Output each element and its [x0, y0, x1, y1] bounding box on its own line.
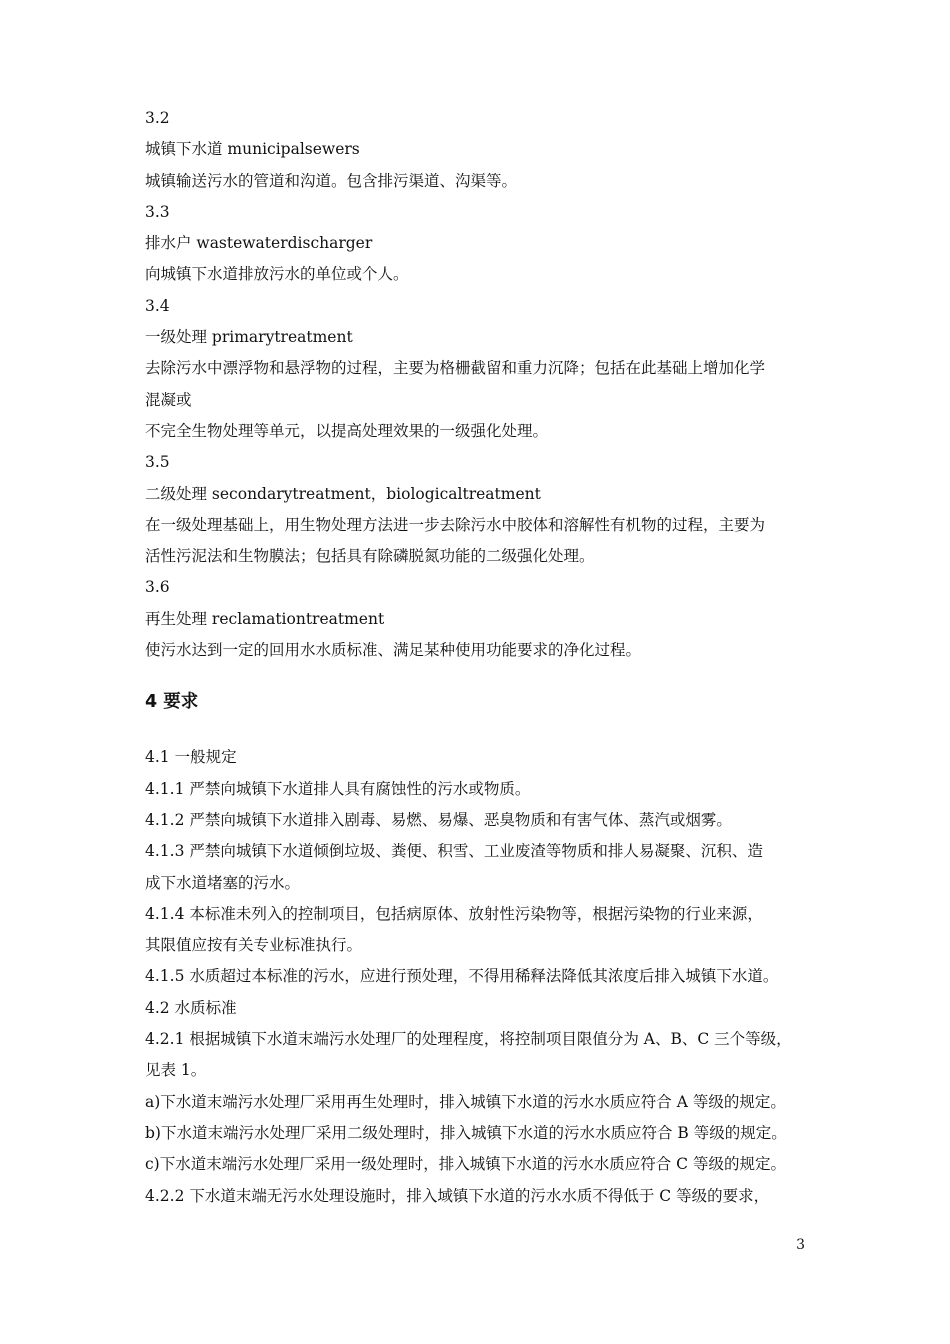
text-line: 3.5 — [145, 453, 170, 472]
text-line: 二级处理 secondarytreatment，biologicaltreatment — [145, 484, 541, 503]
document-body — [145, 103, 817, 1212]
text-line: 成下水道堵塞的污水。 — [145, 873, 301, 892]
text-line: 在一级处理基础上，用生物处理方法进一步去除污水中胶体和溶解性有机物的过程，主要为 — [145, 515, 766, 534]
text-line: 向城镇下水道排放污水的单位或个人。 — [145, 265, 409, 284]
text-line: 使污水达到一定的回用水水质标准、满足某种使用功能要求的净化过程。 — [145, 641, 642, 660]
text-line: 再生处理 reclamationtreatment — [145, 609, 385, 628]
text-line: 不完全生物处理等单元，以提高处理效果的一级强化处理。 — [145, 421, 549, 440]
text-line: 4.1 一般规定 — [145, 748, 237, 767]
text-line: 3.2 — [145, 109, 170, 127]
text-line: 4.2 水质标准 — [145, 998, 237, 1017]
definitions-block — [145, 103, 817, 666]
text-line: 4.1.2 严禁向城镇下水道排入剧毒、易燃、易爆、恶臭物质和有害气体、蒸汽或烟雾。 — [145, 810, 732, 829]
text-line: 4.2.1 根据城镇下水道末端污水处理厂的处理程度，将控制项目限值分为 A、B、C 三个等级， — [145, 1030, 792, 1049]
text-line: 一级处理 primarytreatment — [145, 328, 353, 347]
text-line: 4.1.1 严禁向城镇下水道排人具有腐蚀性的污水或物质。 — [145, 779, 531, 798]
text-line: 4.1.5 水质超过本标准的污水，应进行预处理，不得用稀释法降低其浓度后排入城镇下水道。 — [145, 967, 779, 986]
text-line: 活性污泥法和生物膜法；包括具有除磷脱氮功能的二级强化处理。 — [145, 547, 595, 566]
text-line: b)下水道末端污水处理厂采用二级处理时，排入城镇下水道的污水水质应符合 B 等级的规定。 — [145, 1123, 787, 1142]
text-line: 4.2.2 下水道末端无污水处理设施时，排入域镇下水道的污水水质不得低于 C 等级的要求， — [145, 1186, 770, 1205]
text-line: a)下水道末端污水处理厂采用再生处理时，排入城镇下水道的污水水质应符合 A 等级的规定。 — [145, 1092, 786, 1111]
text-line: 3.4 — [145, 296, 170, 315]
section-heading: 4 要求 — [145, 692, 199, 713]
text-line: 3.3 — [145, 202, 170, 221]
requirements-block — [145, 742, 817, 1211]
page-number: 3 — [796, 1237, 805, 1253]
text-line: 其限值应按有关专业标准执行。 — [145, 936, 363, 955]
text-line: 4.1.4 本标准未列入的控制项目，包括病原体、放射性污染物等，根据污染物的行业来源， — [145, 904, 763, 923]
text-line: 4.1.3 严禁向城镇下水道倾倒垃圾、粪便、积雪、工业废渣等物质和排人易凝聚、沉积、造 — [145, 842, 763, 861]
text-line: 城镇输送污水的管道和沟道。包含排污渠道、沟渠等。 — [145, 171, 518, 190]
text-line: 见表 1。 — [145, 1061, 207, 1080]
text-line: 3.6 — [145, 578, 170, 597]
text-line: 去除污水中漂浮物和悬浮物的过程，主要为格栅截留和重力沉降；包括在此基础上增加化学 — [145, 359, 766, 378]
text-line: 混凝或 — [145, 390, 192, 409]
text-line: 排水户 wastewaterdischarger — [145, 234, 373, 253]
text-line: 城镇下水道 municipalsewers — [145, 140, 360, 159]
text-line: c)下水道末端污水处理厂采用一级处理时，排入城镇下水道的污水水质应符合 C 等级的规定。 — [145, 1155, 786, 1174]
